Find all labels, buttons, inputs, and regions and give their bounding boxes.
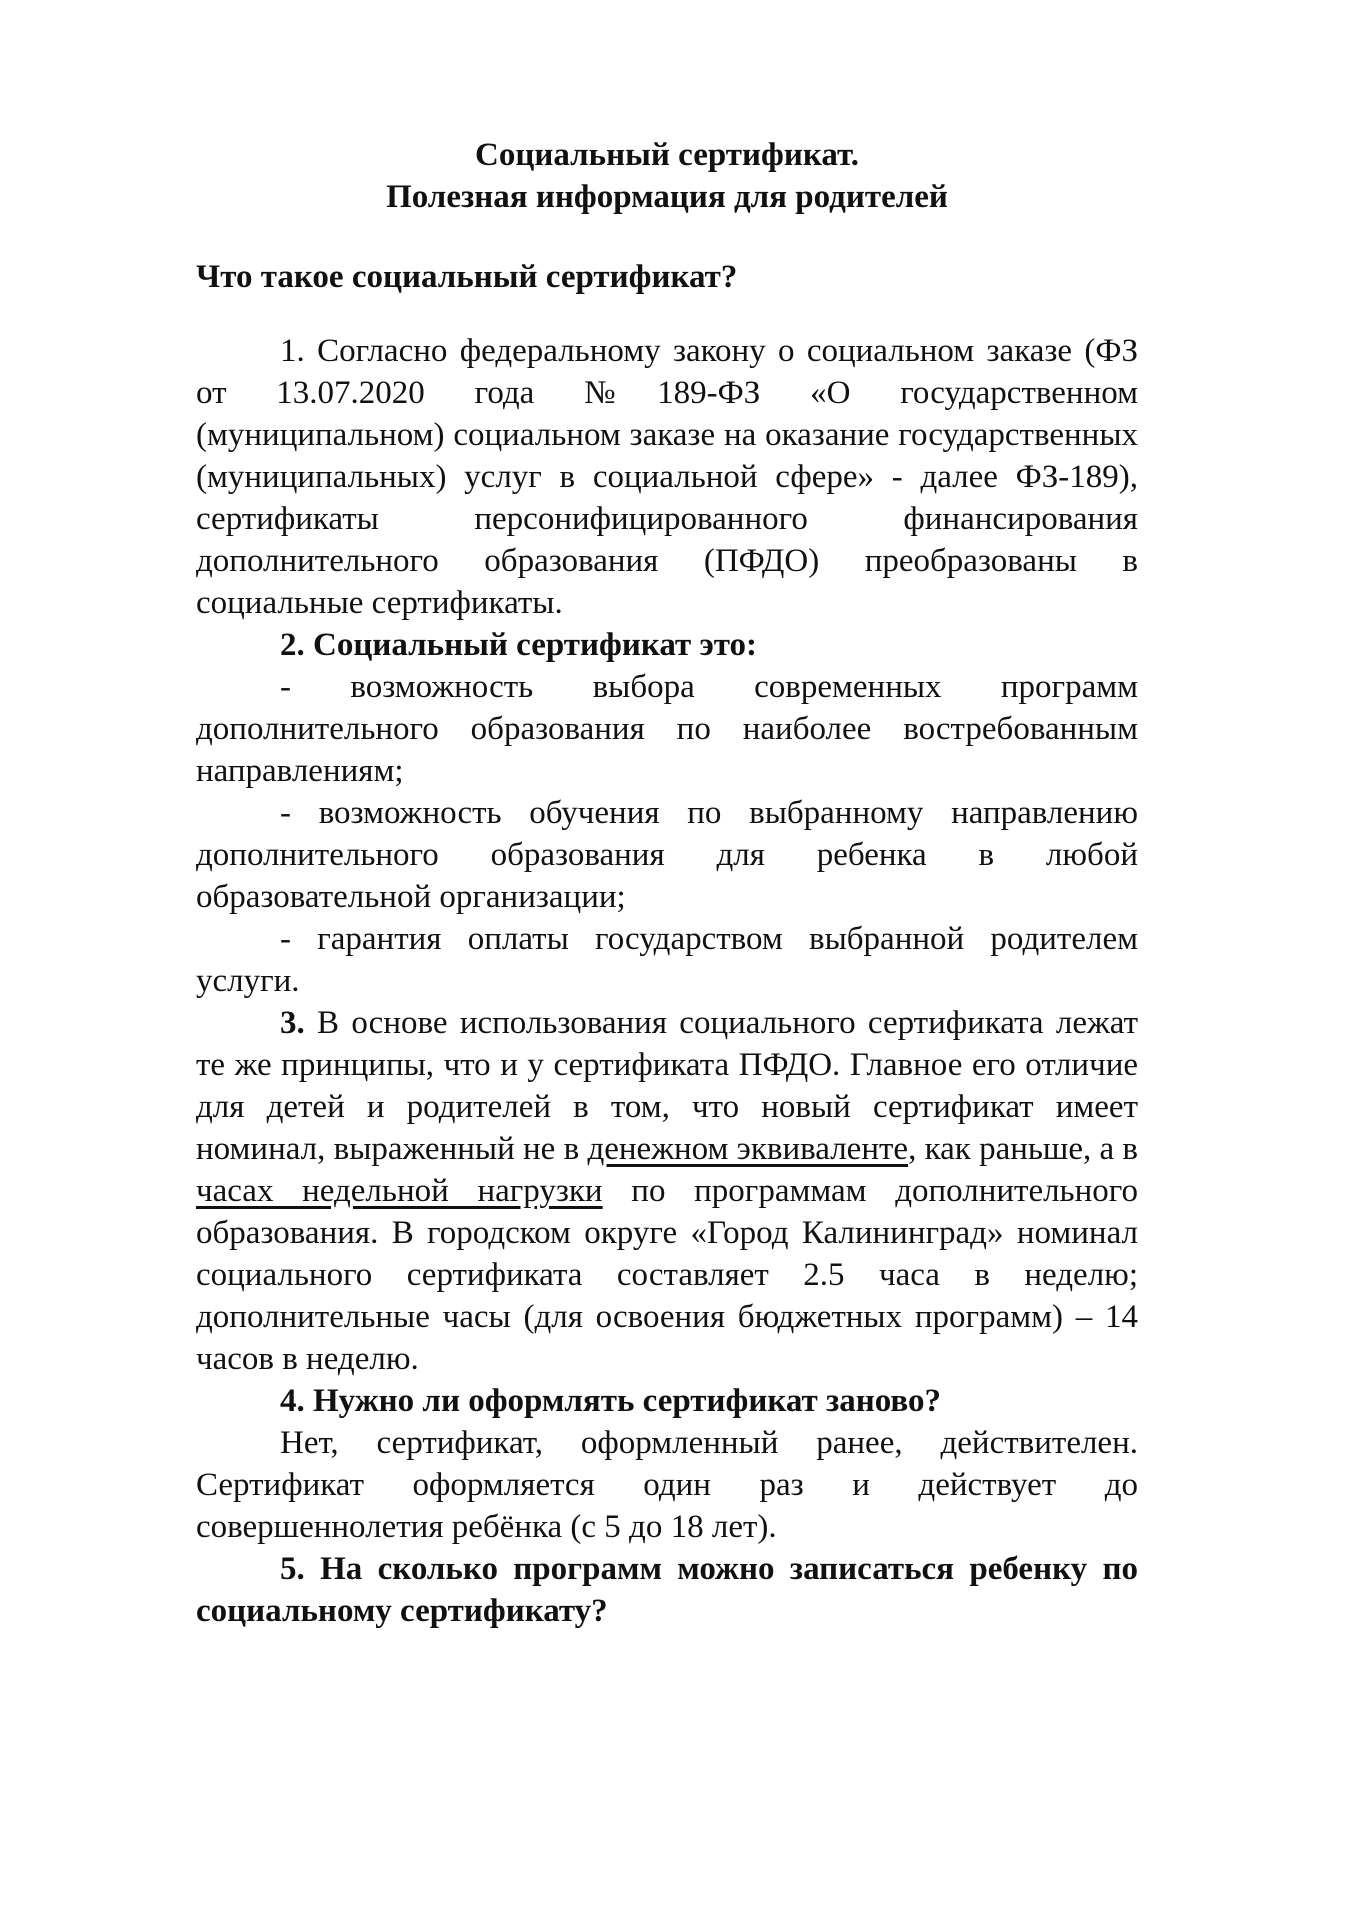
item-3-underlined-hours: часах недельной нагрузки (196, 1173, 603, 1209)
title-line-2: Полезная информация для родителей (386, 179, 948, 215)
item-3-underlined-money: денежном эквиваленте (587, 1131, 909, 1167)
item-2-bullet-2: - возможность обучения по выбранному направлению дополнительного образования для ребенка в любой образовательной организации; (196, 795, 1138, 915)
item-5-heading: 5. На сколько программ можно записаться ребенку по социальному сертификату? (196, 1551, 1138, 1629)
title-line-1: Социальный сертификат. (475, 137, 859, 173)
item-2-bullet-1: - возможность выбора современных программ дополнительного образования по наиболее востребованным направлениям; (196, 669, 1138, 789)
item-2-heading: 2. Социальный сертификат это: (280, 627, 757, 663)
item-3-text-b: , как раньше, а в (908, 1131, 1139, 1167)
document-content (196, 134, 1138, 1632)
item-3-paragraph (196, 1002, 1138, 1380)
item-3-number: 3. (280, 1005, 305, 1041)
item-2-bullet-3: - гарантия оплаты государством выбранной родителем услуги. (196, 921, 1138, 999)
item-4-heading: 4. Нужно ли оформлять сертификат заново? (280, 1383, 941, 1419)
item-3-text-a: В основе использования социального сертификата лежат те же принципы, что и у сертификата ПФДО. Главное его отличие для детей и родителей в том, что новый сертификат имеет номинал, выраженный не в (196, 1005, 1138, 1167)
item-4-paragraph: Нет, сертификат, оформленный ранее, действителен. Сертификат оформляется один раз и действует до совершеннолетия ребёнка (с 5 до 18 лет). (196, 1425, 1138, 1545)
item-3-text-c: по программам дополнительного образования. В городском округе «Город Калининград» номинал социального сертификата составляет 2.5 часа в неделю; дополнительные часы (для освоения бюджетных программ) – 14 часов в неделю. (196, 1173, 1138, 1377)
item-1-paragraph: 1. Согласно федеральному закону о социальном заказе (ФЗ от 13.07.2020 года №189-ФЗ «О государственном (муниципальном) социальном заказе на оказание государственных (муниципальных) услуг в социальной сфере» - далее ФЗ-189), сертификаты персонифицированного финансирования дополнительного образования (ПФДО) преобразованы в социальные сертификаты. (196, 333, 1138, 621)
document-title (196, 134, 1138, 218)
section-heading: Что такое социальный сертификат? (196, 259, 738, 295)
